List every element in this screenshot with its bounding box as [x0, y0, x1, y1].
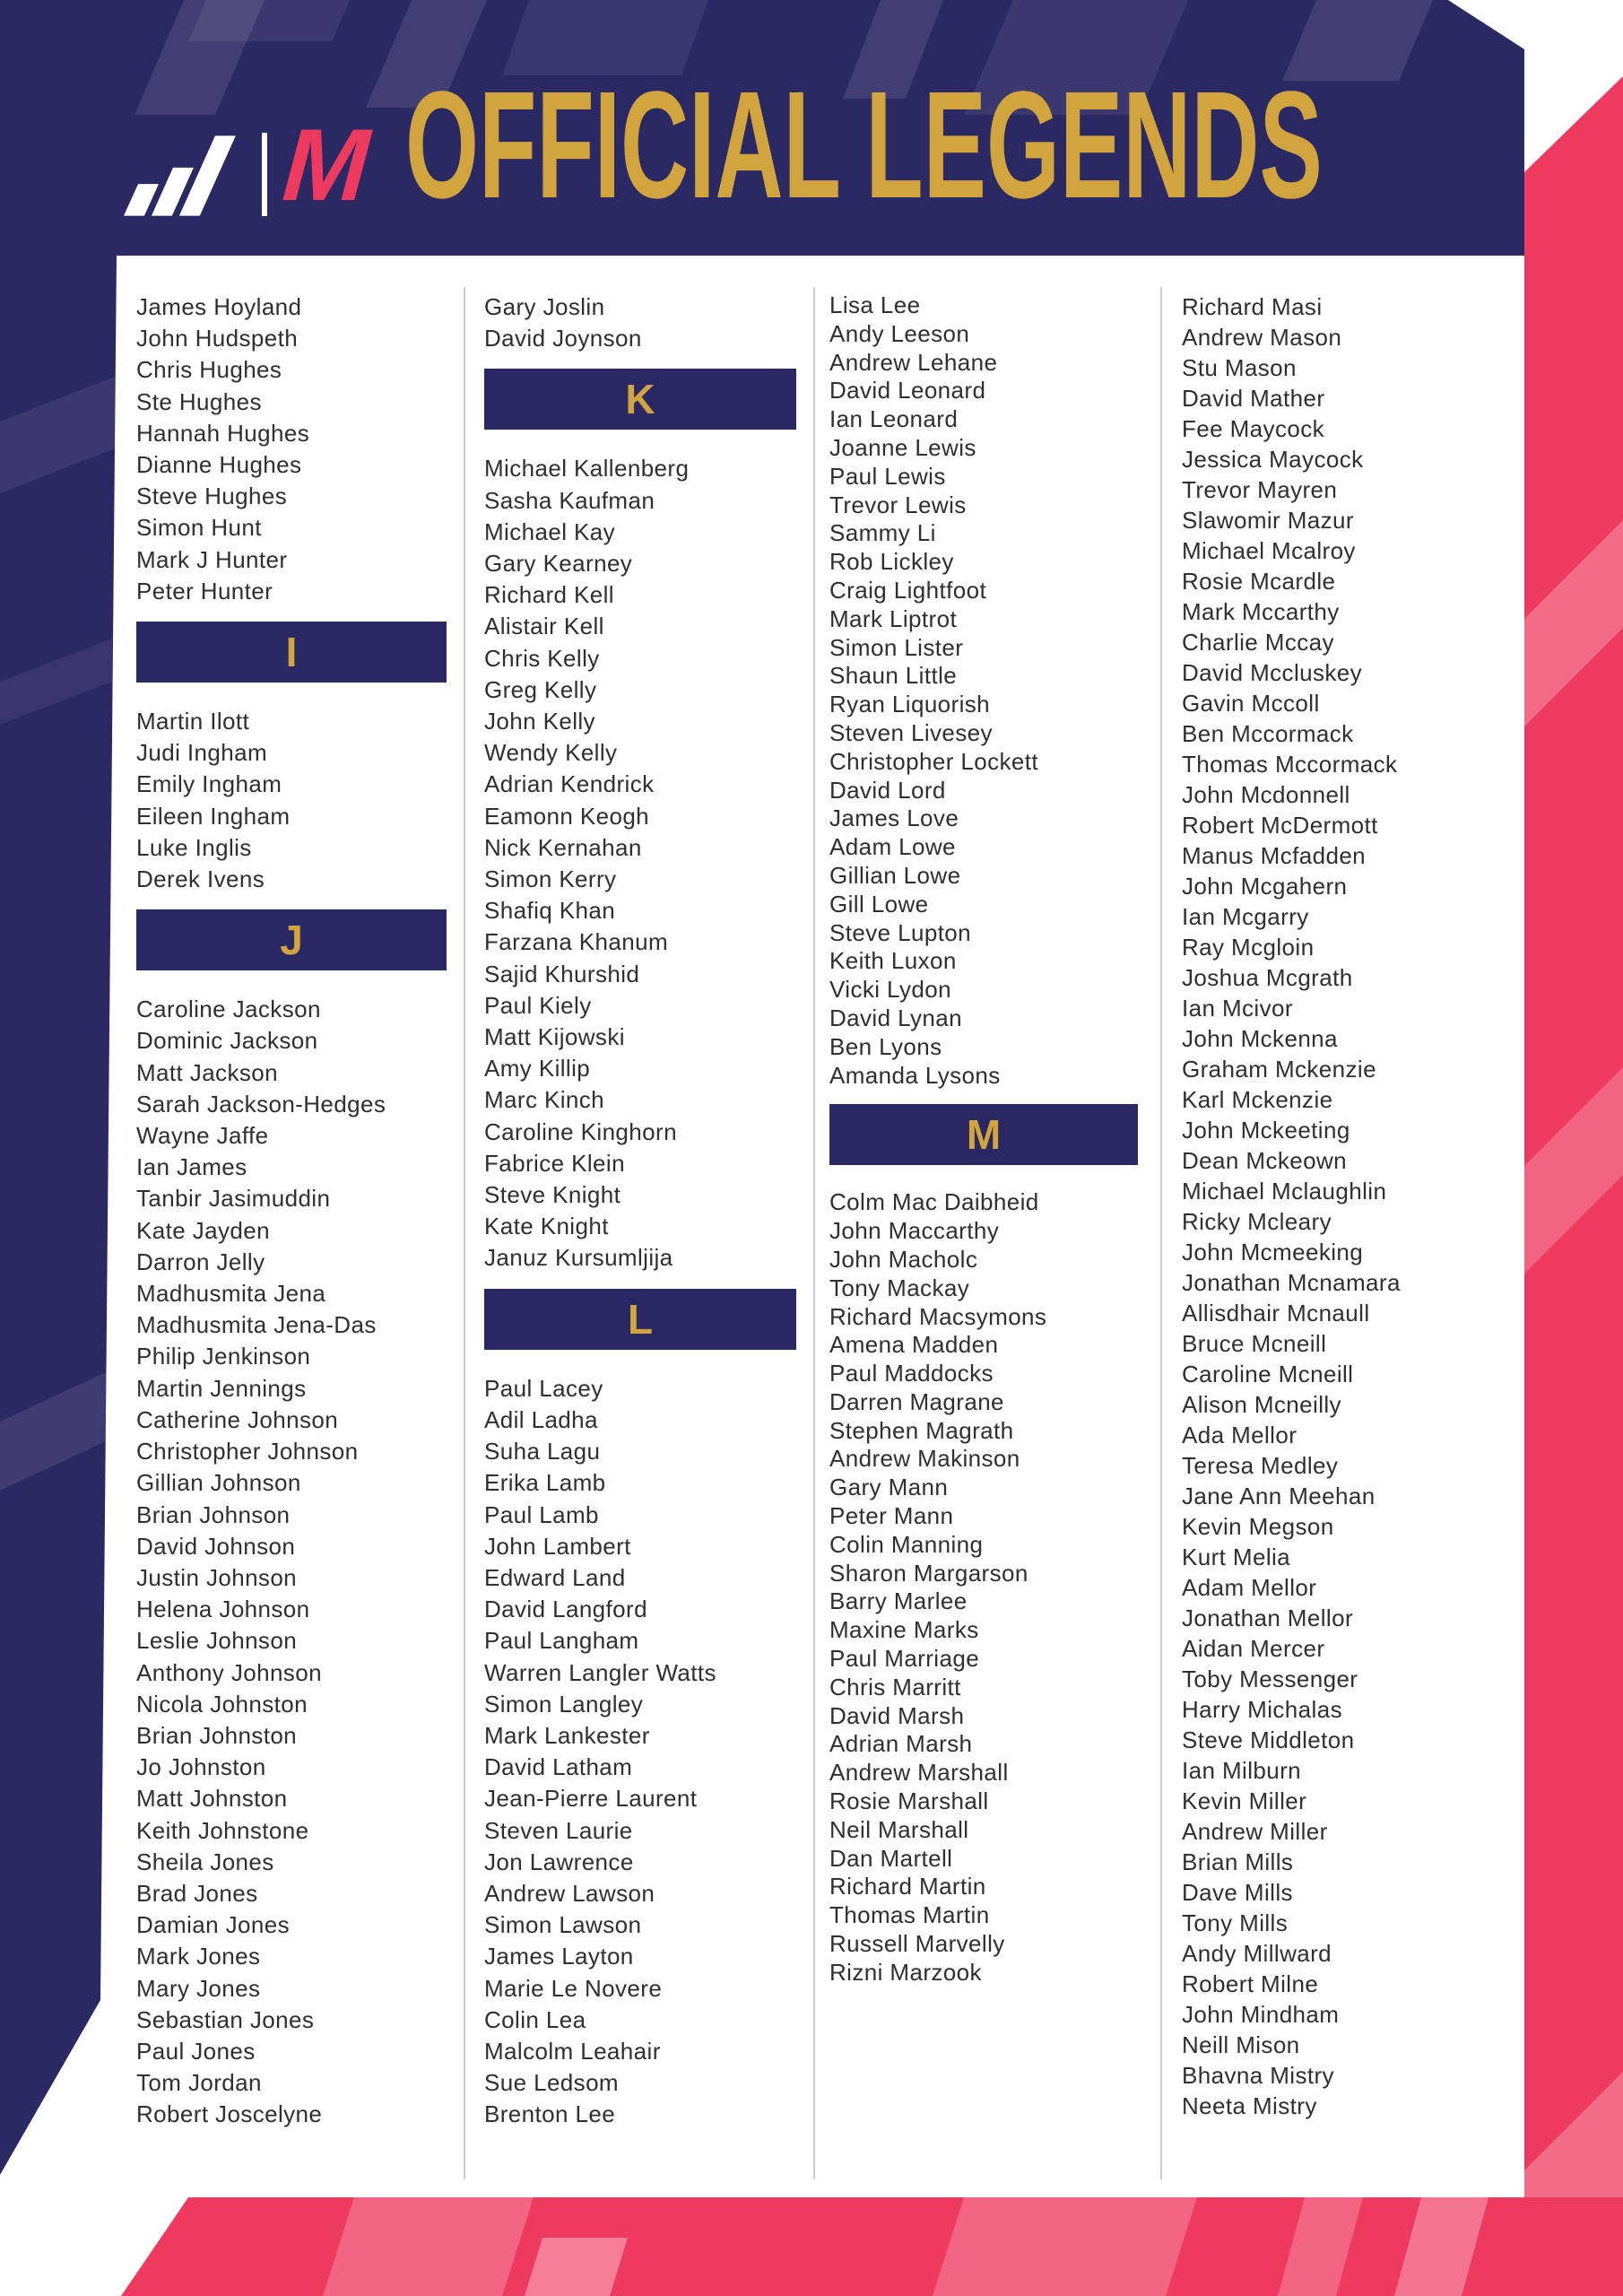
name-item: John Mckeeting — [1182, 1117, 1350, 1144]
name-item: James Hoyland — [136, 293, 302, 320]
name-item: Jane Ann Meehan — [1182, 1483, 1376, 1509]
name-item: Hannah Hughes — [136, 419, 310, 447]
name-item: John Mckenna — [1182, 1025, 1338, 1052]
name-item: Trevor Mayren — [1182, 476, 1338, 503]
name-item: David Latham — [484, 1753, 633, 1781]
name-item: David Johnson — [136, 1532, 296, 1560]
name-item: Michael Mclaughlin — [1182, 1178, 1387, 1205]
name-item: John Macholc — [829, 1245, 978, 1273]
name-item: Gary Kearney — [484, 550, 633, 578]
name-item: Chris Kelly — [484, 644, 600, 672]
name-item: David Leonard — [829, 377, 986, 404]
name-item: Russell Marvelly — [829, 1930, 1005, 1958]
name-item: Michael Kay — [484, 517, 616, 545]
letter-label: M — [966, 1111, 1002, 1159]
name-item: Paul Kiely — [484, 991, 592, 1019]
name-item: Ian Milburn — [1182, 1757, 1302, 1784]
name-item: Sarah Jackson-Hedges — [136, 1090, 386, 1118]
name-item: Mark Liptrot — [829, 604, 958, 632]
name-item: Greg Kelly — [484, 675, 597, 703]
name-item: Paul Lamb — [484, 1500, 599, 1528]
header — [0, 0, 1623, 256]
name-item: Keith Luxon — [829, 947, 957, 975]
name-item: Wendy Kelly — [484, 739, 618, 767]
name-item: David Langford — [484, 1596, 647, 1623]
name-item: Robert McDermott — [1182, 812, 1378, 839]
logo-separator — [262, 133, 267, 216]
name-item: David Marsh — [829, 1701, 965, 1729]
name-item: Nicola Johnston — [136, 1690, 308, 1718]
name-item: Jean-Pierre Laurent — [484, 1785, 698, 1813]
name-item: Charlie Mccay — [1182, 629, 1334, 656]
name-item: Colin Lea — [484, 2005, 586, 2033]
name-item: Ryan Liquorish — [829, 691, 991, 718]
name-item: Lisa Lee — [829, 291, 921, 318]
name-item: Farzana Khanum — [484, 928, 669, 956]
name-item: Paul Jones — [136, 2037, 256, 2065]
name-item: Ian James — [136, 1153, 247, 1181]
name-item: Graham Mckenzie — [1182, 1056, 1376, 1083]
name-item: Slawomir Mazur — [1182, 507, 1354, 534]
name-item: Harry Michalas — [1182, 1696, 1342, 1723]
name-item: Ben Lyons — [829, 1032, 942, 1060]
name-item: John Mcgahern — [1182, 873, 1348, 900]
name-item: Andy Millward — [1182, 1940, 1332, 1967]
name-item: Martin Ilott — [136, 708, 250, 735]
name-item: Peter Hunter — [136, 577, 273, 604]
name-item: Richard Martin — [829, 1873, 986, 1900]
adidas-logo-icon — [124, 133, 237, 219]
name-item: Matt Johnston — [136, 1785, 288, 1813]
name-item: Helena Johnson — [136, 1596, 310, 1623]
name-item: Adam Mellor — [1182, 1574, 1317, 1601]
name-item: Paul Lewis — [829, 462, 946, 490]
name-item: Maxine Marks — [829, 1616, 979, 1644]
name-item: Tom Jordan — [136, 2069, 262, 2097]
name-item: Brad Jones — [136, 1879, 258, 1907]
name-item: Steve Hughes — [136, 483, 288, 510]
name-item: Fee Maycock — [1182, 415, 1325, 442]
name-item: Chris Hughes — [136, 356, 282, 384]
name-item: Anthony Johnson — [136, 1658, 322, 1686]
name-item: Shaun Little — [829, 662, 958, 690]
name-item: Martin Jennings — [136, 1374, 307, 1402]
name-item: Paul Maddocks — [829, 1360, 994, 1387]
name-item: Simon Kerry — [484, 865, 617, 893]
name-item: Sasha Kaufman — [484, 486, 655, 514]
name-item: Ricky Mcleary — [1182, 1208, 1332, 1235]
name-item: Craig Lightfoot — [829, 576, 987, 604]
name-item: Jonathan Mcnamara — [1182, 1269, 1401, 1296]
name-item: Joshua Mcgrath — [1182, 964, 1353, 991]
marathon-m-icon: M — [279, 109, 373, 222]
name-item: Colin Manning — [829, 1530, 984, 1558]
name-item: David Mccluskey — [1182, 659, 1363, 686]
name-column-col-1 — [136, 256, 447, 2131]
name-item: Neeta Mistry — [1182, 2092, 1317, 2119]
name-item: Catherine Johnson — [136, 1405, 339, 1433]
name-item: Gavin Mccoll — [1182, 690, 1320, 717]
name-item: Caroline Kinghorn — [484, 1118, 677, 1145]
name-item: Sue Ledsom — [484, 2069, 619, 2097]
letter-label: I — [285, 629, 298, 676]
name-item: Brian Mills — [1182, 1848, 1294, 1875]
name-item: Dan Martell — [829, 1844, 953, 1872]
name-item: Robert Milne — [1182, 1970, 1319, 1997]
name-item: Aidan Mercer — [1182, 1635, 1325, 1662]
name-item: Caroline Jackson — [136, 996, 321, 1023]
name-item: Mark Mccarthy — [1182, 598, 1340, 625]
name-item: David Mather — [1182, 385, 1325, 412]
name-item: Shafiq Khan — [484, 897, 616, 925]
name-item: Damian Jones — [136, 1911, 290, 1939]
name-item: Sammy Li — [829, 519, 936, 547]
name-item: Adil Ladha — [484, 1405, 598, 1433]
name-item: Dean Mckeown — [1182, 1147, 1347, 1174]
name-item: Andy Leeson — [829, 319, 970, 347]
name-item: Stephen Magrath — [829, 1416, 1014, 1444]
name-item: Paul Langham — [484, 1627, 639, 1655]
name-item: Joanne Lewis — [829, 433, 976, 461]
name-item: Ste Hughes — [136, 387, 262, 415]
name-item: Sajid Khurshid — [484, 960, 640, 987]
name-item: Trevor Lewis — [829, 491, 967, 518]
name-item: Michael Mcalroy — [1182, 537, 1356, 564]
name-item: Suha Lagu — [484, 1438, 601, 1465]
name-item: Jo Johnston — [136, 1753, 266, 1781]
name-item: Brian Johnson — [136, 1500, 291, 1528]
name-item: Sebastian Jones — [136, 2005, 315, 2033]
name-item: Kurt Melia — [1182, 1544, 1291, 1570]
name-item: Nick Kernahan — [484, 833, 642, 861]
name-item: David Lord — [829, 776, 946, 804]
columns — [0, 256, 1623, 2197]
name-item: Paul Lacey — [484, 1374, 603, 1402]
name-item: Colm Mac Daibheid — [829, 1188, 1039, 1216]
name-item: Vicki Lydon — [829, 976, 951, 1004]
name-item: Andrew Mason — [1182, 324, 1342, 351]
name-item: Robert Joscelyne — [136, 2100, 323, 2128]
name-item: Tony Mills — [1182, 1909, 1289, 1936]
name-item: Sheila Jones — [136, 1848, 274, 1875]
name-item: Januz Kursumljija — [484, 1244, 673, 1272]
name-item: Bruce Mcneill — [1182, 1330, 1327, 1357]
name-item: Madhusmita Jena-Das — [136, 1311, 377, 1339]
name-item: Dianne Hughes — [136, 451, 302, 479]
name-item: Marc Kinch — [484, 1086, 605, 1114]
name-item: Adrian Kendrick — [484, 770, 655, 798]
name-item: Steve Knight — [484, 1181, 621, 1209]
name-item: Darren Magrane — [829, 1387, 1004, 1415]
name-item: Simon Langley — [484, 1690, 644, 1718]
name-item: John Mindham — [1182, 2001, 1340, 2028]
name-item: Malcolm Leahair — [484, 2037, 661, 2065]
name-item: Tony Mackay — [829, 1274, 970, 1301]
name-column-col-4 — [1182, 256, 1505, 2121]
name-item: Darron Jelly — [136, 1248, 265, 1275]
name-item: Christopher Lockett — [829, 747, 1039, 775]
legends-list — [0, 256, 1623, 2197]
name-item: John Maccarthy — [829, 1217, 1000, 1245]
name-item: Leslie Johnson — [136, 1627, 298, 1655]
name-item: Keith Johnstone — [136, 1816, 309, 1844]
name-item: Gillian Lowe — [829, 861, 961, 889]
name-item: Karl Mckenzie — [1182, 1086, 1333, 1113]
name-item: Eamonn Keogh — [484, 802, 650, 830]
name-item: Richard Kell — [484, 581, 614, 609]
name-item: Richard Masi — [1182, 293, 1323, 320]
name-item: John Mcmeeking — [1182, 1239, 1364, 1265]
name-item: Ray Mcgloin — [1182, 934, 1315, 961]
name-item: Teresa Medley — [1182, 1452, 1339, 1479]
name-item: John Mcdonnell — [1182, 781, 1350, 808]
name-item: Dave Mills — [1182, 1879, 1293, 1906]
name-item: Steve Middleton — [1182, 1726, 1355, 1753]
letter-header-M — [829, 1104, 1138, 1165]
name-item: Mark Jones — [136, 1943, 261, 1970]
name-item: Wayne Jaffe — [136, 1122, 269, 1150]
name-item: Edward Land — [484, 1563, 626, 1591]
name-item: James Layton — [484, 1943, 634, 1970]
name-item: Ada Mellor — [1182, 1422, 1298, 1448]
page-title: OFFICIAL LEGENDS — [405, 60, 1323, 230]
name-item: Allisdhair Mcnaull — [1182, 1300, 1370, 1326]
name-item: Caroline Mcneill — [1182, 1361, 1354, 1387]
name-item: Brian Johnston — [136, 1721, 298, 1749]
name-item: Andrew Lawson — [484, 1879, 655, 1907]
letter-header-K — [484, 369, 796, 430]
letter-header-L — [484, 1289, 796, 1350]
name-item: Sharon Margarson — [829, 1559, 1028, 1587]
name-item: Ian Mcivor — [1182, 995, 1293, 1022]
name-item: Luke Inglis — [136, 833, 252, 861]
name-item: Justin Johnson — [136, 1563, 298, 1591]
name-item: Peter Mann — [829, 1502, 954, 1530]
name-item: James Love — [829, 804, 959, 832]
name-item: Kevin Megson — [1182, 1513, 1334, 1540]
name-item: Simon Lister — [829, 633, 964, 661]
name-item: David Lynan — [829, 1004, 962, 1031]
name-item: Andrew Lehane — [829, 348, 998, 376]
name-item: Alison Mcneilly — [1182, 1391, 1341, 1418]
name-item: Paul Marriage — [829, 1645, 980, 1673]
name-item: Thomas Martin — [829, 1901, 990, 1929]
name-item: Michael Kallenberg — [484, 455, 690, 483]
name-item: Ian Mcgarry — [1182, 903, 1309, 930]
name-column-col-2 — [484, 256, 796, 2131]
letter-label: K — [625, 376, 655, 423]
name-item: Amanda Lysons — [829, 1061, 1001, 1089]
name-item: Andrew Miller — [1182, 1818, 1328, 1845]
name-item: Madhusmita Jena — [136, 1280, 326, 1308]
letter-label: J — [280, 917, 303, 964]
name-item: Jessica Maycock — [1182, 446, 1364, 473]
name-item: Jon Lawrence — [484, 1848, 634, 1875]
name-item: Rob Lickley — [829, 548, 954, 576]
name-item: Rizni Marzook — [829, 1958, 982, 1986]
name-item: Mark Lankester — [484, 1721, 650, 1749]
name-item: Gillian Johnson — [136, 1469, 301, 1497]
name-item: Steve Lupton — [829, 918, 972, 946]
name-item: Mary Jones — [136, 1974, 261, 2002]
name-item: Ian Leonard — [829, 405, 959, 433]
name-item: Alistair Kell — [484, 613, 604, 640]
name-item: Kate Jayden — [136, 1216, 270, 1244]
name-item: Andrew Makinson — [829, 1445, 1020, 1473]
name-item: Derek Ivens — [136, 865, 265, 893]
name-item: Dominic Jackson — [136, 1027, 318, 1055]
name-item: Adam Lowe — [829, 833, 956, 861]
name-item: Neil Marshall — [829, 1815, 969, 1843]
name-item: Simon Hunt — [136, 514, 262, 542]
name-item: Amena Madden — [829, 1331, 999, 1359]
name-item: Barry Marlee — [829, 1587, 968, 1615]
name-item: Fabrice Klein — [484, 1149, 625, 1177]
name-item: Neill Mison — [1182, 2031, 1300, 2058]
name-item: Matt Kijowski — [484, 1023, 625, 1051]
name-item: Tanbir Jasimuddin — [136, 1185, 331, 1213]
name-item: Adrian Marsh — [829, 1730, 973, 1758]
name-item: Rosie Mcardle — [1182, 568, 1336, 595]
name-item: Eileen Ingham — [136, 802, 291, 830]
name-item: Kate Knight — [484, 1213, 609, 1240]
name-item: Stu Mason — [1182, 354, 1297, 381]
name-item: Toby Messenger — [1182, 1665, 1358, 1692]
name-item: Chris Marritt — [829, 1673, 961, 1700]
name-item: Jonathan Mellor — [1182, 1605, 1353, 1631]
name-item: Rosie Marshall — [829, 1787, 989, 1815]
name-item: John Hudspeth — [136, 325, 299, 352]
name-item: Gary Mann — [829, 1474, 949, 1501]
name-item: Kevin Miller — [1182, 1787, 1307, 1814]
name-item: Steven Livesey — [829, 718, 993, 746]
name-item: Brenton Lee — [484, 2100, 616, 2128]
name-item: Manus Mcfadden — [1182, 842, 1367, 869]
name-item: Andrew Marshall — [829, 1759, 1009, 1787]
name-item: John Lambert — [484, 1532, 631, 1560]
name-item: Richard Macsymons — [829, 1302, 1047, 1330]
name-item: Steven Laurie — [484, 1816, 633, 1844]
name-item: Emily Ingham — [136, 770, 282, 798]
name-column-col-3 — [829, 256, 1138, 1987]
letter-header-I — [136, 622, 447, 683]
name-item: Bhavna Mistry — [1182, 2062, 1334, 2089]
name-item: Amy Killip — [484, 1055, 591, 1083]
name-item: John Kelly — [484, 708, 595, 735]
name-item: Mark J Hunter — [136, 545, 288, 573]
letter-header-J — [136, 909, 447, 970]
name-item: Gill Lowe — [829, 890, 929, 918]
name-item: David Joynson — [484, 325, 642, 352]
letter-label: L — [627, 1295, 654, 1343]
name-item: Erika Lamb — [484, 1469, 606, 1497]
name-item: Matt Jackson — [136, 1058, 278, 1086]
name-item: Judi Ingham — [136, 739, 268, 767]
name-item: Thomas Mccormack — [1182, 751, 1398, 778]
name-item: Warren Langler Watts — [484, 1658, 716, 1686]
name-item: Simon Lawson — [484, 1911, 642, 1939]
name-item: Ben Mccormack — [1182, 720, 1354, 747]
name-item: Gary Joslin — [484, 293, 605, 320]
name-item: Marie Le Novere — [484, 1974, 663, 2002]
name-item: Christopher Johnson — [136, 1438, 359, 1465]
name-item: Philip Jenkinson — [136, 1343, 311, 1370]
